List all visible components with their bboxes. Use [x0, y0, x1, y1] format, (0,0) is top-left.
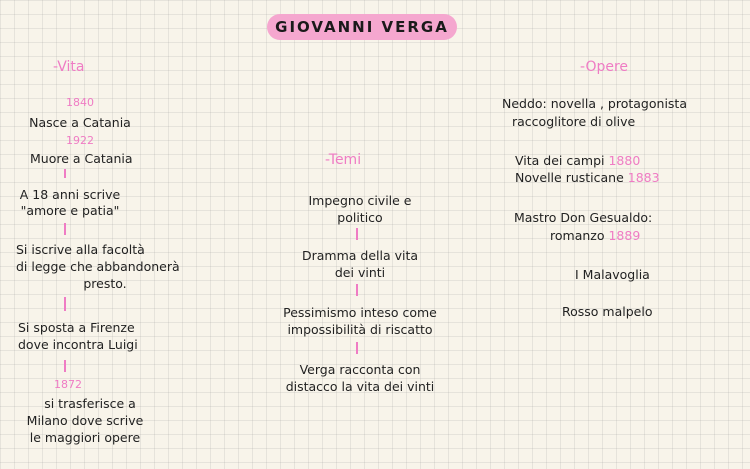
tema-2-b: dei vinti [334, 265, 386, 280]
vita-event-write-a: A 18 anni scrive [19, 187, 121, 202]
opera-title: romanzo [550, 228, 605, 243]
connector [64, 297, 66, 311]
page-title: GIOVANNI VERGA [275, 18, 449, 36]
opera-year: 1889 [608, 228, 641, 243]
opera-title: Novelle rusticane [515, 170, 624, 185]
opera-malavoglia: I Malavoglia [575, 267, 650, 282]
vita-event-death: Muore a Catania [30, 151, 133, 166]
opera-year: 1880 [608, 153, 641, 168]
tema-1-a: Impegno civile e [308, 193, 412, 208]
connector [64, 223, 66, 235]
vita-event-birth: Nasce a Catania [29, 115, 131, 130]
connector [64, 360, 66, 372]
opera-vita-dei-campi [515, 153, 715, 168]
temi-heading: -Temi [325, 152, 362, 168]
opera-mastro-a: Mastro Don Gesualdo: [514, 210, 653, 225]
opere-heading: -Opere [580, 59, 629, 75]
vita-year-1872: 1872 [54, 378, 82, 391]
vita-heading: -Vita [53, 59, 85, 75]
tema-4-b: distacco la vita dei vinti [285, 379, 435, 394]
opera-year: 1883 [627, 170, 660, 185]
vita-event-florence-b: dove incontra Luigi [18, 337, 138, 352]
opera-rosso-malpelo: Rosso malpelo [562, 304, 653, 319]
vita-event-milan-c: le maggiori opere [29, 430, 141, 445]
tema-2-a: Dramma della vita [301, 248, 419, 263]
tema-4-a: Verga racconta con [299, 362, 421, 377]
opera-neddo-a: Neddo: novella , protagonista [502, 96, 687, 111]
vita-event-write-b: "amore e patia" [20, 203, 120, 218]
connector [356, 284, 358, 296]
connector [356, 228, 358, 240]
vita-event-milan-a: si trasferisce a [44, 396, 136, 411]
opera-title: Vita dei campi [515, 153, 605, 168]
vita-event-law-b: di legge che abbandonerà [16, 259, 180, 274]
tema-3-a: Pessimismo inteso come [283, 305, 437, 320]
opera-novelle-rusticane [515, 170, 735, 185]
vita-event-milan-b: Milano dove scrive [26, 413, 144, 428]
connector [356, 342, 358, 354]
connector [64, 169, 66, 178]
vita-year-1922: 1922 [66, 134, 94, 147]
tema-3-b: impossibilità di riscatto [287, 322, 433, 337]
tema-1-b: politico [337, 210, 383, 225]
title-highlight [267, 14, 457, 40]
vita-year-1840: 1840 [66, 96, 94, 109]
vita-event-law-c: presto. [83, 276, 127, 291]
vita-event-florence-a: Si sposta a Firenze [18, 320, 135, 335]
opera-neddo-b: raccoglitore di olive [512, 114, 636, 129]
vita-event-law-a: Si iscrive alla facoltà [16, 242, 145, 257]
opera-mastro-b [550, 228, 730, 243]
